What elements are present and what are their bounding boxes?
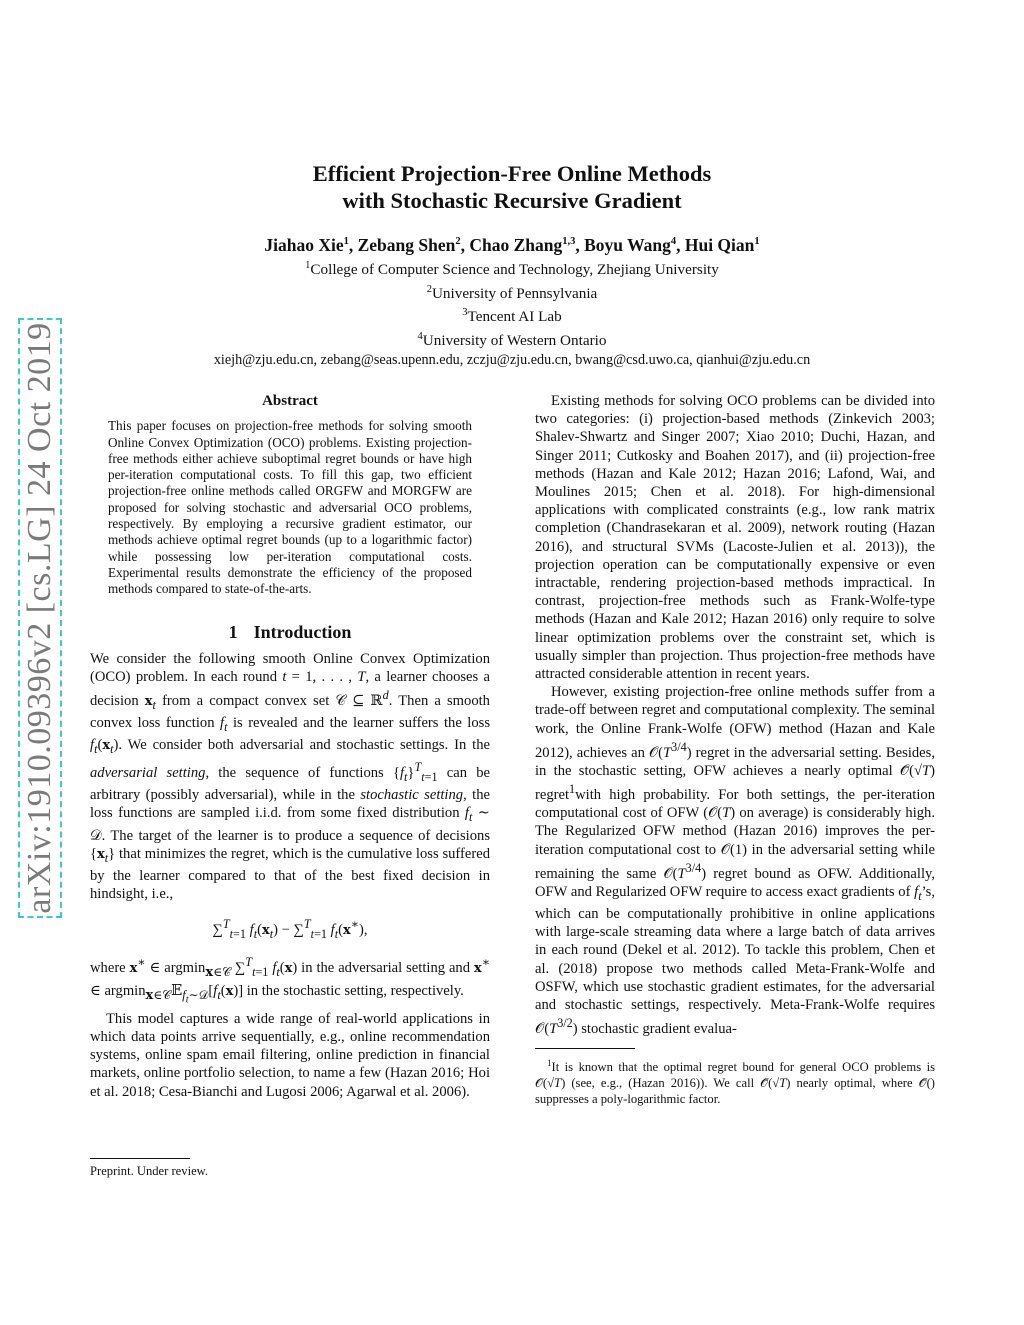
affiliation: $^4$University of Western Ontario [417,330,607,350]
footnote-1: $^1$It is known that the optimal regret bound for general OCO problems is 𝒪(√T) (see, e.g., (Hazan 2016)). We call 𝒪̃(√T) nearly optimal, where 𝒪̃() suppresses a poly-logarithmic factor. [535,1058,935,1107]
author-sup: 4 [670,236,677,248]
arxiv-stamp [18,318,62,918]
author-list: Jiahao Xie$^1$, Zebang Shen$^2$, Chao Zhang$^{1,3}$, Boyu Wang$^4$, Hui Qian$^1$ [264,235,760,255]
author-name: Boyu Wang [584,235,671,255]
author-sup: 2 [455,236,461,248]
title-line-1: Efficient Projection-Free Online Methods [312,161,712,186]
author-emails: xiejh@zju.edu.cn, zebang@seas.upenn.edu, zczju@zju.edu.cn, bwang@csd.uwo.ca, qianhui@zju.edu.cn [213,351,811,368]
right-paragraph-1: Existing methods for solving OCO problems can be divided into two categories: (i) projection-based methods (Zinkevich 2003; Shalev-Shwartz and Singer 2007; Xiao 2010; Duchi, Hazan, and Singer 2011; Cutkosky and Boahen 2017), and (ii) projection-free methods (Hazan and Kale 2012; Hazan 2016; Lafond, Wai, and Moulines 2015; Chen et al. 2018). For high-dimensional applications with complicated constraints (e.g., low rank matrix completion (Chandrasekaran et al. 2009), network routing (Hazan 2016), and structural SVMs (Lacoste-Julien et al. 2013)), the projection operation can be computationally expensive or even intractable, rendering projection-based methods impractical. In contrast, projection-free methods such as Frank-Wolfe-type methods (Hazan and Kale 2012; Hazan 2016) only require to solve linear optimization problems over the constraint set, which is usually simpler than projection. Thus projection-free methods have attracted considerable attention in recent years. [535,393,935,683]
footnote-rule [535,1048,635,1049]
section-heading [90,623,490,641]
intro-paragraph-1: We consider the following smooth Online Convex Optimization (OCO) problem. In each round t = 1, . . . , T, a learner chooses a decision $x_t$ from a compact convex set 𝒞 ⊆ ℝ$^d$. Then a smooth convex loss function $f_t$ is revealed and the learner suffers the loss $f_t(x_t)$. We consider both adversarial and stochastic settings. In the adversarial setting, the sequence of functions $\{f_t\}^T_{t=1}$ can be arbitrary (possibly adversarial), while in the stochastic setting, the loss functions are sampled i.i.d. from some fixed distribution $f_t$ ∼ 𝒟. The target of the learner is to produce a sequence of decisions $\{x_t\}$ that minimizes the regret, which is the cumulative loss suffered by the learner compared to that of the best fixed decision in hindsight, i.e., [90,650,491,903]
preprint-footnote [90,1158,490,1179]
paper-header [90,160,934,370]
author-name: Chao Zhang [469,235,563,255]
section-number: 1 [228,622,238,643]
preprint-note: Preprint. Under review. [90,1164,209,1178]
intro-paragraph-2: where x∗ ∈ argmin$_{x\in 𝒞}$ ∑$^T_{t=1}$ $f_t(x)$ in the adversarial setting and x∗ ∈ $argmin_{x\in 𝒞}𝔼_{f_t\sim 𝒟}[f_t(x)]$ in the stochastic setting, respectively. [90,955,490,1006]
author-name: Hui Qian [684,235,755,255]
author-sup: 1 [754,236,760,248]
author-name: Jiahao Xie [264,235,344,255]
affiliation: $^3$Tencent AI Lab [462,307,562,326]
footnote-rule [90,1158,190,1159]
title-line-2: with Stochastic Recursive Gradient [342,188,682,213]
intro-paragraph-3: This model captures a wide range of real-world applications in which data points arrive sequentially, e.g., online recommendation systems, online spam email filtering, online prediction in financial markets, online portfolio selection, to name a few (Hazan 2016; Hoi et al. 2018; Cesa-Bianchi and Lugosi 2006; Agarwal et al. 2006). [90,1010,490,1100]
right-paragraph-2: However, existing projection-free online methods suffer from a trade-off between regret and computational complexity. The seminal work, the Online Frank-Wolfe (OFW) method (Hazan and Kale 2012), achieves an $𝒪(T^{3/4})$ regret in the adversarial setting. Besides, in the stochastic setting, OFW achieves a nearly optimal 𝒪̃(√T) regret$^1$with high probability. For both settings, the per-iteration computational cost of OFW (𝒪(T) on average) is considerably high. The Regularized OFW method (Hazan 2016) improves the per-iteration computational cost to 𝒪(1) in the adversarial setting while remaining the same $𝒪(T^{3/4})$ regret bound as OFW. Additionally, OFW and Regularized OFW require to access exact gradients of $f_t’s$, which can be computationally prohibitive in online applications with large-scale streaming data where a large batch of data arrives in each round (Dekel et al. 2012). To tackle this problem, Chen et al. (2018) propose two methods called Meta-Frank-Wolfe and OSFW, which use stochastic gradient estimates, for the adversarial and stochastic settings, respectively. Meta-Frank-Wolfe requires $𝒪(T^{3/2})$ stochastic gradient evalua- [535,684,936,1038]
left-column [90,392,490,1101]
affiliation: $^1$College of Computer Science and Technology, Zhejiang University [305,260,719,279]
author-sup: 1,3 [562,236,576,248]
right-column [535,392,935,1107]
arxiv-stamp-text: arXiv:1910.09396v2 [cs.LG] 24 Oct 2019 [21,322,58,914]
affiliation: $^2$University of Pennsylvania [426,283,598,302]
regret-equation: ∑$^T_{t=1}$ $f_t(x_t) - \sum^T_{t=1}$ $f_t(x^∗)$, [212,917,368,942]
paper-title [90,160,934,214]
author-name: Zebang Shen [357,235,456,255]
author-sup: 1 [343,236,349,248]
abstract-text: This paper focuses on projection-free methods for solving smooth Online Convex Optimization (OCO) problems. Existing projection-free methods either achieve suboptimal regret bounds or have high per-iteration computational costs. To fill this gap, two efficient projection-free online methods called ORGFW and MORGFW are proposed for solving stochastic and adversarial OCO problems, respectively. By employing a recursive gradient estimator, our methods achieve optimal regret bounds (up to a logarithmic factor) while possessing low per-iteration computational costs. Experimental results demonstrate the efficiency of the proposed methods compared to state-of-the-arts. [108,418,472,597]
abstract-heading: Abstract [262,393,318,409]
section-title: Introduction [253,622,352,643]
